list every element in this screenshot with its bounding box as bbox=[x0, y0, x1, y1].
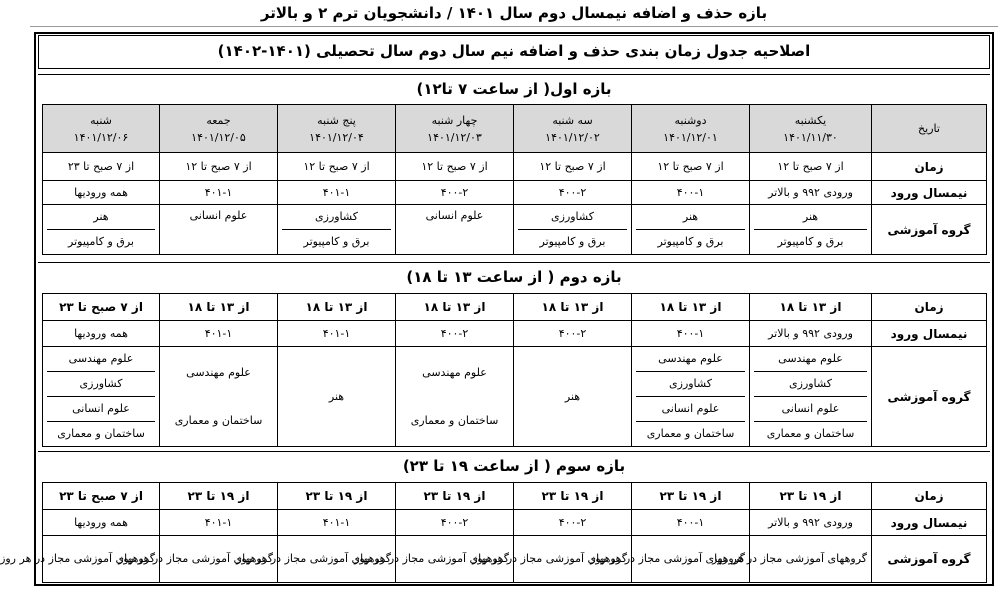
group-cell: هنر bbox=[278, 347, 396, 447]
time-cell: از ۷ صبح تا ۲۳ bbox=[43, 153, 160, 181]
entry-cell: همه ورودیها bbox=[43, 510, 160, 536]
entry-label: نیمسال ورود bbox=[872, 181, 987, 205]
group-cell: هنر برق و کامپیوتر bbox=[750, 205, 872, 255]
period-2-title: بازه دوم ( از ساعت ۱۳ تا ۱۸) bbox=[38, 262, 990, 291]
group-cell: هنر bbox=[514, 347, 632, 447]
document-title: اصلاحیه جدول زمان بندی حذف و اضافه نیم سال دوم سال تحصیلی (۱۴۰۱-۱۴۰۲) bbox=[38, 35, 990, 69]
group-label: گروه آموزشی bbox=[872, 205, 987, 255]
time-cell: از ۱۳ تا ۱۸ bbox=[396, 294, 514, 321]
group-cell: علوم مهندسی ساختمان و معماری bbox=[396, 347, 514, 447]
entry-cell: ۴۰۰-۲ bbox=[514, 181, 632, 205]
entry-cell: ورودی ۹۹۲ و بالاتر bbox=[750, 510, 872, 536]
day-header-3: چهار شنبه ۱۴۰۱/۱۲/۰۳ bbox=[396, 105, 514, 153]
entry-cell: ۴۰۰-۲ bbox=[396, 510, 514, 536]
period-1-table bbox=[42, 104, 987, 255]
group-cell: علوم انسانی bbox=[396, 205, 514, 255]
entry-cell: ۴۰۱-۱ bbox=[278, 510, 396, 536]
entry-cell: ۴۰۱-۱ bbox=[160, 321, 278, 347]
time-cell: از ۱۳ تا ۱۸ bbox=[160, 294, 278, 321]
group-cell: کشاورزی برق و کامپیوتر bbox=[278, 205, 396, 255]
group-cell: علوم مهندسی کشاورزی علوم انسانی ساختمان و معماری bbox=[632, 347, 750, 447]
entry-cell: ورودی ۹۹۲ و بالاتر bbox=[750, 181, 872, 205]
entry-cell: ۴۰۰-۱ bbox=[632, 181, 750, 205]
time-cell: از ۱۹ تا ۲۳ bbox=[750, 483, 872, 510]
time-cell: از ۷ صبح تا ۲۳ bbox=[43, 483, 160, 510]
time-cell: از ۱۳ تا ۱۸ bbox=[750, 294, 872, 321]
time-cell: از ۱۹ تا ۲۳ bbox=[160, 483, 278, 510]
group-cell: گروههای آموزشی مجاز در هر روز bbox=[278, 536, 396, 583]
group-cell: گروههای آموزشی مجاز در هر روز bbox=[43, 536, 160, 583]
group-cell: گروههای آموزشی مجاز در هر روز bbox=[396, 536, 514, 583]
group-cell: علوم انسانی bbox=[160, 205, 278, 255]
time-cell: از ۱۹ تا ۲۳ bbox=[514, 483, 632, 510]
period-1-title: بازه اول( از ساعت ۷ تا۱۲) bbox=[38, 74, 990, 103]
time-cell: از ۷ صبح تا ۱۲ bbox=[396, 153, 514, 181]
entry-cell: ۴۰۰-۲ bbox=[514, 321, 632, 347]
period-2-table bbox=[42, 293, 987, 447]
entry-label: نیمسال ورود bbox=[872, 510, 987, 536]
date-label: تاریخ bbox=[872, 105, 987, 153]
time-cell: از ۱۳ تا ۱۸ bbox=[514, 294, 632, 321]
day-header-4: پنج شنبه ۱۴۰۱/۱۲/۰۴ bbox=[278, 105, 396, 153]
entry-cell: ۴۰۰-۱ bbox=[632, 321, 750, 347]
period-3-title: بازه سوم ( از ساعت ۱۹ تا ۲۳) bbox=[38, 451, 990, 480]
group-cell: علوم مهندسی ساختمان و معماری bbox=[160, 347, 278, 447]
time-label: زمان bbox=[872, 153, 987, 181]
group-cell: علوم مهندسی کشاورزی علوم انسانی ساختمان و معماری bbox=[43, 347, 160, 447]
group-cell: گروههای آموزشی مجاز در هر روز bbox=[750, 536, 872, 583]
period-3-table bbox=[0, 482, 987, 583]
entry-cell: ۴۰۱-۱ bbox=[160, 181, 278, 205]
day-header-5: جمعه ۱۴۰۱/۱۲/۰۵ bbox=[160, 105, 278, 153]
day-header-2: سه شنبه ۱۴۰۱/۱۲/۰۲ bbox=[514, 105, 632, 153]
entry-label: نیمسال ورود bbox=[872, 321, 987, 347]
time-cell: از ۱۳ تا ۱۸ bbox=[632, 294, 750, 321]
time-label: زمان bbox=[872, 294, 987, 321]
time-cell: از ۱۹ تا ۲۳ bbox=[632, 483, 750, 510]
day-header-1: دوشنبه ۱۴۰۱/۱۲/۰۱ bbox=[632, 105, 750, 153]
time-cell: از ۷ صبح تا ۱۲ bbox=[514, 153, 632, 181]
page-title: بازه حذف و اضافه نیمسال دوم سال ۱۴۰۱ / دانشجویان ترم ۲ و بالاتر bbox=[260, 4, 768, 22]
time-cell: از ۷ صبح تا ۱۲ bbox=[750, 153, 872, 181]
group-cell: گروههای آموزشی مجاز در هر روز bbox=[514, 536, 632, 583]
time-cell: از ۱۹ تا ۲۳ bbox=[278, 483, 396, 510]
day-header-0: یکشنبه ۱۴۰۱/۱۱/۳۰ bbox=[750, 105, 872, 153]
time-cell: از ۱۳ تا ۱۸ bbox=[278, 294, 396, 321]
group-cell: علوم مهندسی کشاورزی علوم انسانی ساختمان و معماری bbox=[750, 347, 872, 447]
entry-cell: ۴۰۱-۱ bbox=[160, 510, 278, 536]
group-cell: کشاورزی برق و کامپیوتر bbox=[514, 205, 632, 255]
day-header-6: شنبه ۱۴۰۱/۱۲/۰۶ bbox=[43, 105, 160, 153]
group-cell: گروههای آموزشی مجاز در هر روز bbox=[632, 536, 750, 583]
entry-cell: ۴۰۱-۱ bbox=[278, 181, 396, 205]
time-cell: از ۷ صبح تا ۱۲ bbox=[632, 153, 750, 181]
group-cell: هنر برق و کامپیوتر bbox=[43, 205, 160, 255]
group-label: گروه آموزشی bbox=[872, 536, 987, 583]
entry-cell: ۴۰۱-۱ bbox=[278, 321, 396, 347]
group-label: گروه آموزشی bbox=[872, 347, 987, 447]
title-divider bbox=[30, 26, 998, 27]
entry-cell: ۴۰۰-۲ bbox=[396, 181, 514, 205]
time-cell: از ۱۹ تا ۲۳ bbox=[396, 483, 514, 510]
entry-cell: ورودی ۹۹۲ و بالاتر bbox=[750, 321, 872, 347]
entry-cell: همه ورودیها bbox=[43, 321, 160, 347]
entry-cell: ۴۰۰-۲ bbox=[514, 510, 632, 536]
time-cell: از ۷ صبح تا ۲۳ bbox=[43, 294, 160, 321]
entry-cell: ۴۰۰-۱ bbox=[632, 510, 750, 536]
time-cell: از ۷ صبح تا ۱۲ bbox=[278, 153, 396, 181]
entry-cell: ۴۰۰-۲ bbox=[396, 321, 514, 347]
group-cell: گروههای آموزشی مجاز در هر روز bbox=[160, 536, 278, 583]
time-label: زمان bbox=[872, 483, 987, 510]
group-cell: هنر برق و کامپیوتر bbox=[632, 205, 750, 255]
time-cell: از ۷ صبح تا ۱۲ bbox=[160, 153, 278, 181]
entry-cell: همه ورودیها bbox=[43, 181, 160, 205]
